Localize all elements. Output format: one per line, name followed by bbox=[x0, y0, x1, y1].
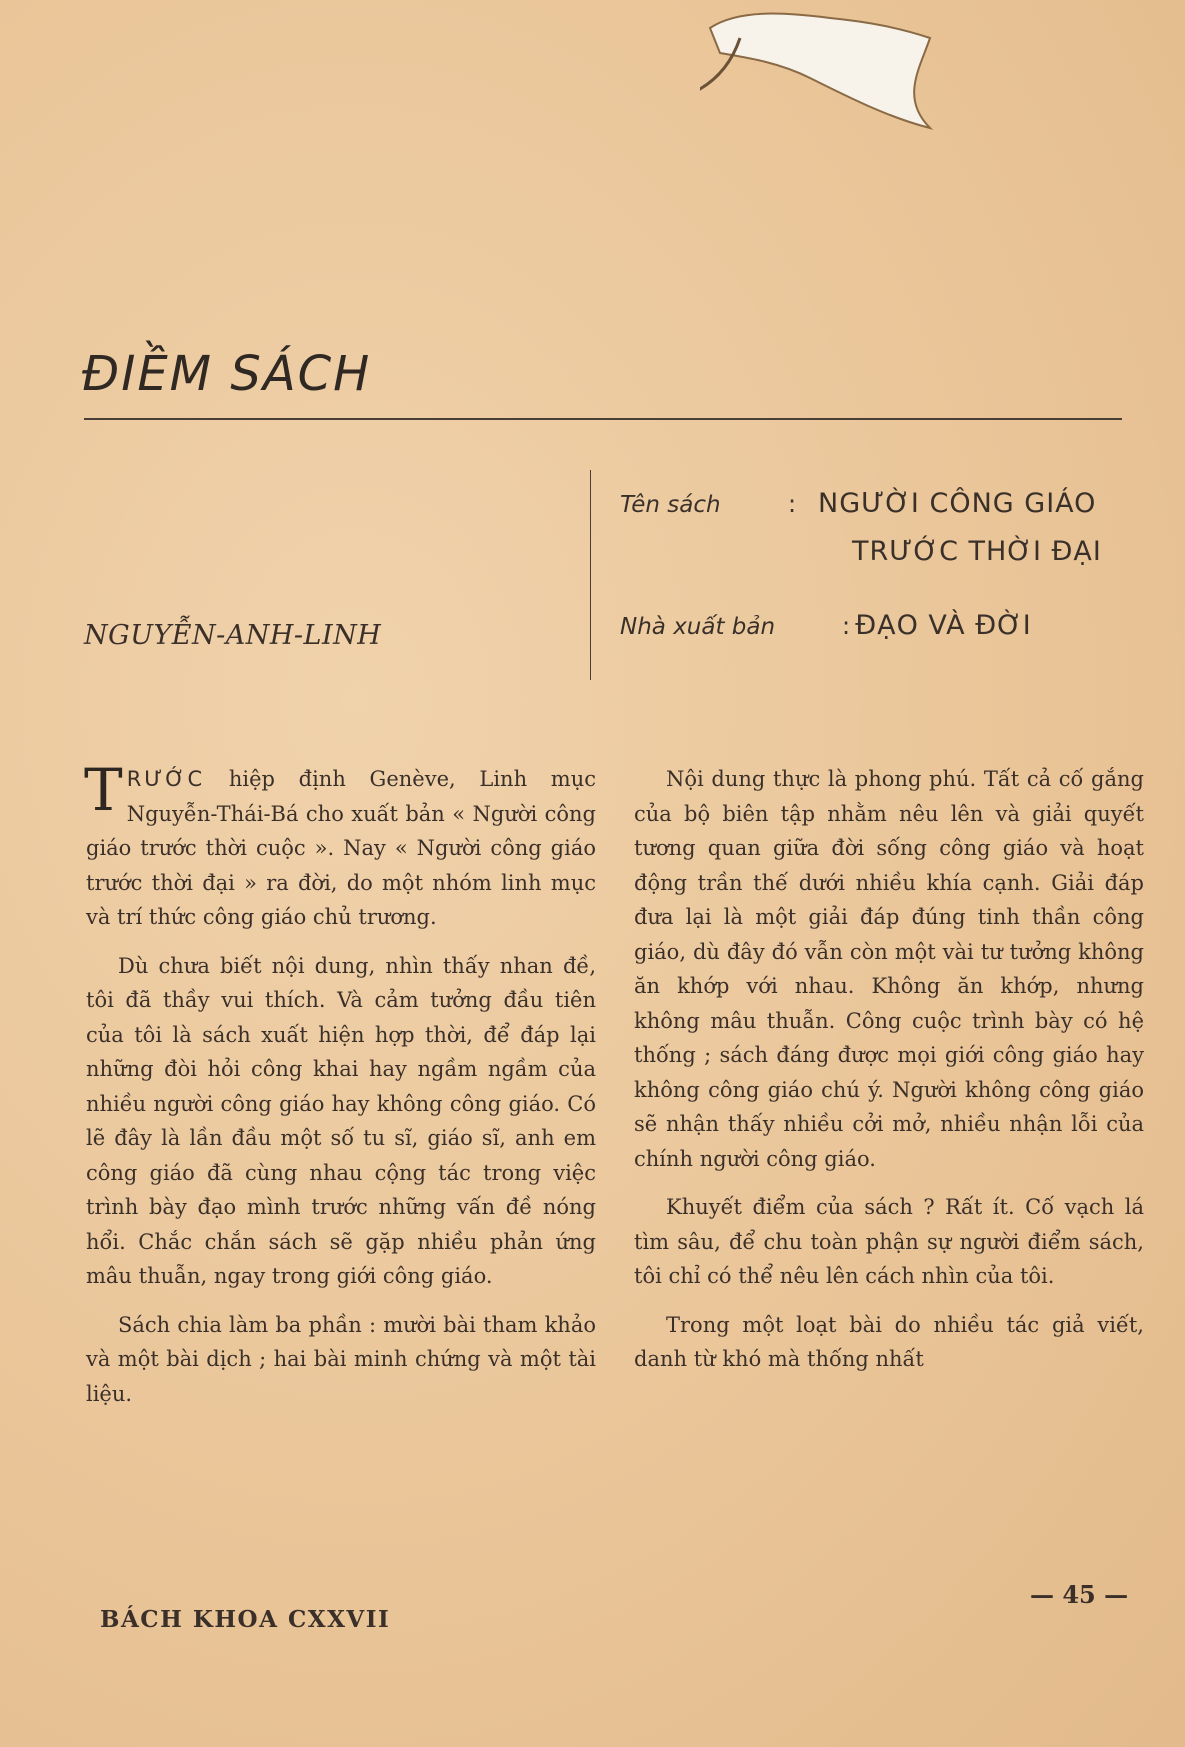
paragraph: Dù chưa biết nội dung, nhìn thấy nhan đề, tôi đã thầy vui thích. Và cảm tưởng đầu tiên của tôi là sách xuất hiện hợp thời, để đáp lại những đòi hỏi công khai hay ngầm ngầm của nhiều người công giáo hay không công giáo. Có lẽ đây là lần đầu một số tu sĩ, giáo sĩ, anh em công giáo đã cùng nhau cộng tác trong việc trình bày đạo mình trước những vấn đề nóng hổi. Chắc chắn sách sẽ gặp nhiều phản ứng mâu thuẫn, ngay trong giới công giáo. bbox=[86, 953, 596, 1288]
publisher-label: Nhà xuất bản bbox=[620, 614, 776, 640]
paragraph: Sách chia làm ba phần : mười bài tham khảo và một bài dịch ; hai bài minh chứng và một tài liệu. bbox=[86, 1312, 596, 1406]
author-name: NGUYỄN-ANH-LINH bbox=[84, 620, 382, 651]
paper-tear bbox=[700, 8, 940, 148]
paragraph: Nội dung thực là phong phú. Tất cả cố gắng của bộ biên tập nhằm nêu lên và giải quyết tương quan giữa đời sống công giáo và hoạt động trần thế dưới nhiều khía cạnh. Giải đáp đưa lại là một giải đáp đúng tinh thần công giáo, dù đây đó vẫn còn một vài tư tưởng không ăn khớp với nhau. Không ăn khớp, nhưng không mâu thuẫn. Công cuộc trình bày có hệ thống ; sách đáng được mọi giới công giáo hay không công giáo chú ý. Người không công giáo sẽ nhận thấy nhiều cởi mở, nhiều nhận lỗi của chính người công giáo. bbox=[634, 767, 1144, 1171]
left-column bbox=[84, 756, 596, 1425]
publisher-row bbox=[620, 610, 1032, 641]
book-title-row bbox=[620, 488, 1096, 519]
publisher-separator: : bbox=[842, 612, 851, 640]
header-vertical-divider bbox=[590, 470, 591, 680]
book-title-line2: TRƯỚC THỜI ĐẠI bbox=[852, 536, 1102, 567]
paragraph: Trong một loạt bài do nhiều tác giả viết, danh từ khó mà thống nhất bbox=[634, 1312, 1144, 1371]
book-title-label: Tên sách bbox=[620, 492, 721, 518]
right-column bbox=[634, 762, 1144, 1391]
paragraph: Khuyết điểm của sách ? Rất ít. Cố vạch lá tìm sâu, để chu toàn phận sự người điểm sách, tôi chỉ có thể nêu lên cách nhìn của tôi. bbox=[634, 1195, 1144, 1288]
book-title-line1: NGƯỜI CÔNG GIÁO bbox=[818, 488, 1097, 519]
book-title-separator: : bbox=[788, 490, 797, 518]
lead-caps: RƯỚC bbox=[126, 767, 206, 791]
title-divider bbox=[84, 418, 1122, 420]
page-number: — 45 — bbox=[1030, 1580, 1129, 1609]
journal-footer: BÁCH KHOA CXXVII bbox=[100, 1606, 391, 1633]
section-title: ĐIỀM SÁCH bbox=[82, 346, 372, 402]
drop-cap: T bbox=[84, 756, 123, 824]
paragraph bbox=[84, 756, 596, 935]
paragraph-text: hiệp định Genève, Linh mục Nguyễn-Thái-Bá cho xuất bản « Người công giáo trước thời cuộc ». Nay « Người công giáo trước thời đại » ra đời, do một nhóm linh mục và trí thức công giáo chủ trương. bbox=[86, 767, 596, 929]
publisher-name: ĐẠO VÀ ĐỜI bbox=[855, 610, 1032, 641]
